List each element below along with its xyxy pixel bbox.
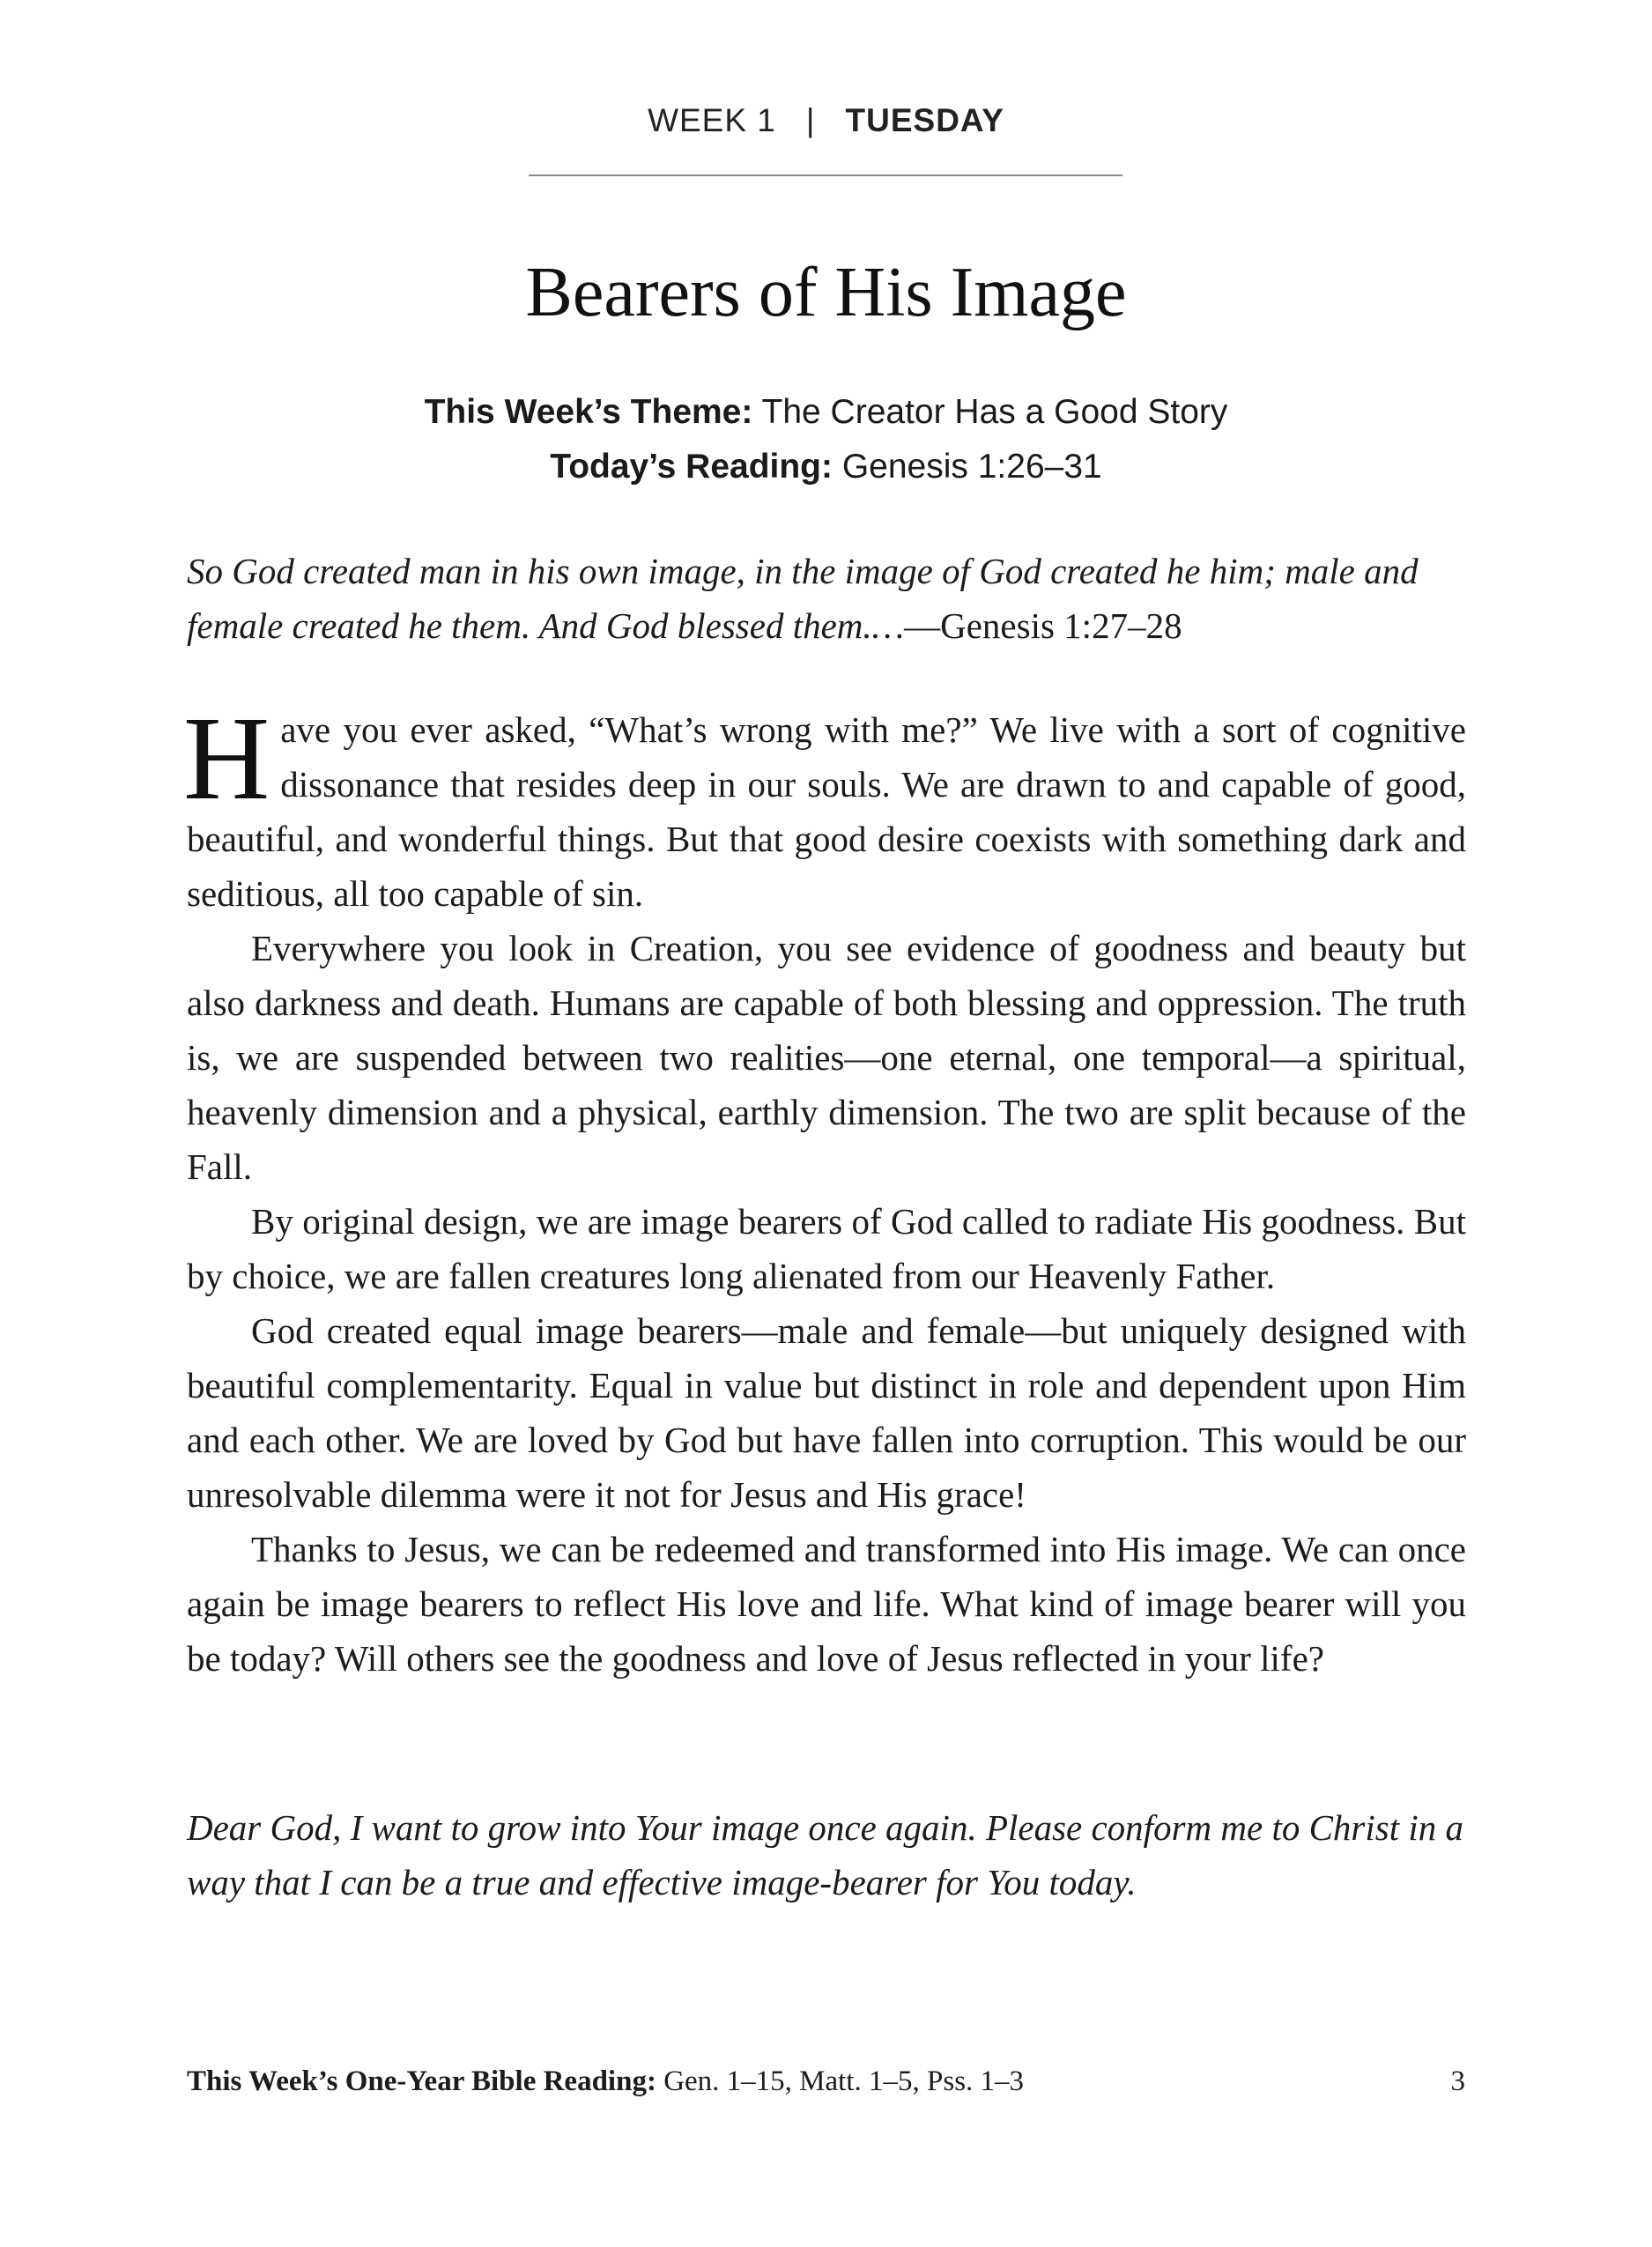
body-paragraph-1 [183, 693, 1466, 921]
verse-reference: —Genesis 1:27–28 [904, 605, 1182, 646]
reading-label: Today’s Reading: [550, 448, 833, 486]
reading-value: Genesis 1:26–31 [841, 448, 1102, 486]
reading-meta [0, 385, 1652, 494]
day-label: TUESDAY [845, 102, 1004, 138]
prayer: Dear God, I want to grow into Your image once again. Please conform me to Christ in a way that I can be a true and effective image-bearer for You today. [187, 1807, 1464, 1902]
running-head [0, 99, 1652, 143]
key-verse [187, 544, 1466, 653]
page-number: 3 [1450, 2065, 1465, 2097]
footer-value: Gen. 1–15, Matt. 1–5, Pss. 1–3 [663, 2065, 1025, 2097]
drop-cap: H [183, 693, 270, 825]
devotional-body [183, 693, 1466, 1686]
body-paragraph-3: By original design, we are image bearers of God called to radiate His goodness. But by choice, we are fallen creatures long alienated from our Heavenly Father. [187, 1201, 1466, 1296]
footer-label: This Week’s One-Year Bible Reading: [187, 2065, 656, 2097]
page-title: Bearers of His Image [525, 254, 1127, 331]
body-paragraph-2: Everywhere you look in Creation, you see evidence of goodness and beauty but also darkness and death. Humans are capable of both blessing and oppression. The truth is, we are suspended between two realities—one eternal, one temporal—a spiritual, heavenly dimension and a physical, earthly dimension. The two are split because of the Fall. [187, 928, 1466, 1187]
theme-value: The Creator Has a Good Story [761, 393, 1228, 431]
body-paragraph-5: Thanks to Jesus, we can be redeemed and transformed into His image. We can once again be image bearers to reflect His love and life. What kind of image bearer will you be today? Will others see the goodness and love of Jesus reflected in your life? [187, 1529, 1466, 1679]
body-paragraph-4: God created equal image bearers—male and female—but uniquely designed with beautiful complementarity. Equal in value but distinct in role and dependent upon Him and each other. We are loved by God but have fallen into corruption. This would be our unresolvable dilemma were it not for Jesus and His grace! [187, 1310, 1466, 1515]
header-separator: | [805, 102, 816, 138]
theme-line [0, 385, 1652, 440]
header-rule [529, 174, 1122, 176]
footer-reading [187, 2062, 1466, 2101]
body-paragraph-1-text: ave you ever asked, “What’s wrong with me?” We live with a sort of cognitive dissonance that resides deep in our souls. We are drawn to and capable of good, beautiful, and wonderful things. But that good desire coexists with something dark and seditious, all too capable of sin. [187, 709, 1466, 914]
verse-text: So God created man in his own image, in the image of God created he him; male and female created he them. And God blessed them.… [187, 551, 1419, 646]
theme-label: This Week’s Theme: [424, 393, 753, 431]
week-label: WEEK 1 [648, 102, 776, 138]
reading-line [0, 440, 1652, 494]
